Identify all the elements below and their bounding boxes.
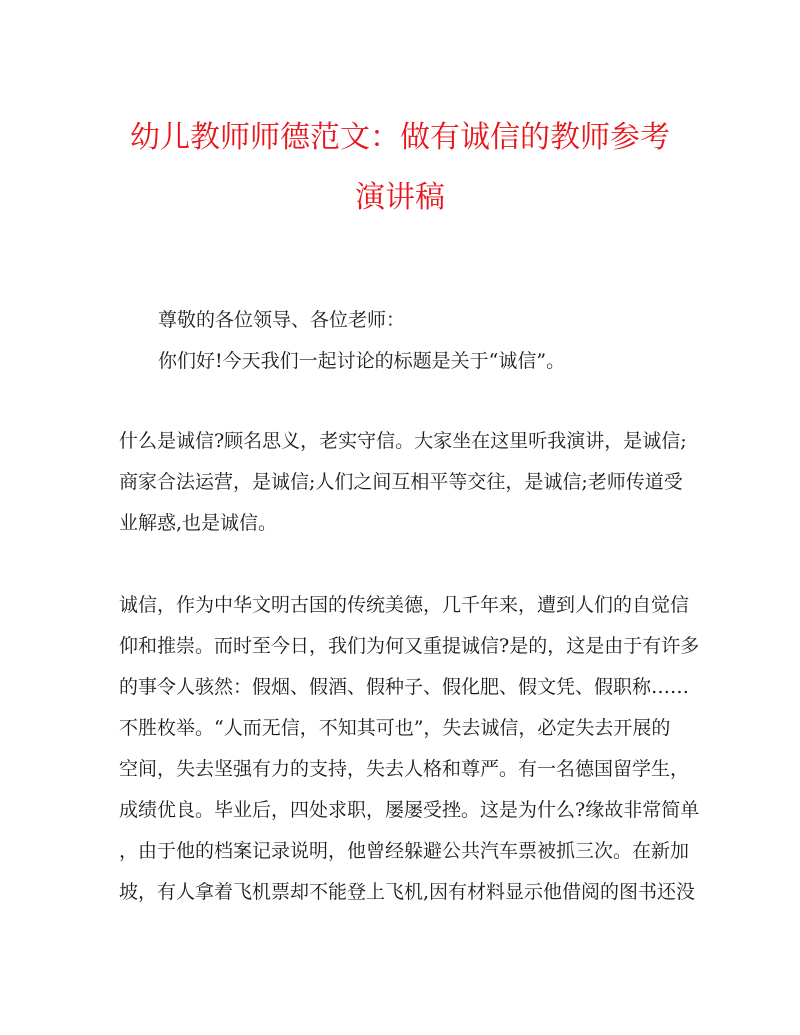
paragraph-1-line-2: 商家合法运营，是诚信;人们之间互相平等交往，是诚信;老师传道受: [119, 471, 683, 493]
paragraph-2-line-8: 坡，有人拿着飞机票却不能登上飞机,因有材料显示他借阅的图书还没: [119, 881, 696, 903]
paragraph-2-line-6: 成绩优良。毕业后，四处求职，屡屡受挫。这是为什么?缘故非常简单: [119, 799, 700, 821]
paragraph-2-line-4: 不胜枚举。“人而无信，不知其可也”，失去诚信，必定失去开展的: [119, 717, 671, 739]
paragraph-2-line-2: 仰和推崇。而时至今日，我们为何又重提诚信?是的，这是由于有许多: [119, 635, 700, 657]
greeting-line-1: 尊敬的各位领导、各位老师：: [158, 309, 406, 331]
paragraph-2-line-5: 空间，失去坚强有力的支持，失去人格和尊严。有一名德国留学生，: [119, 758, 690, 780]
paragraph-2-line-7: ，由于他的档案记录说明，他曾经躲避公共汽车票被抓三次。在新加: [119, 840, 690, 862]
paragraph-2-line-1: 诚信，作为中华文明古国的传统美德，几千年来，遭到人们的自觉信: [119, 594, 690, 616]
greeting-line-2: 你们好!今天我们一起讨论的标题是关于“诚信”。: [158, 350, 566, 372]
paragraph-2-line-3: 的事令人骇然：假烟、假酒、假种子、假化肥、假文凭、假职称……: [119, 676, 690, 698]
document-title-line-2: 演讲稿: [355, 180, 445, 215]
document-title-line-1: 幼儿教师师德范文：做有诚信的教师参考: [130, 120, 670, 155]
paragraph-1-line-3: 业解惑,也是诚信。: [119, 512, 278, 534]
paragraph-1-line-1: 什么是诚信?顾名思义，老实守信。大家坐在这里听我演讲，是诚信;: [119, 430, 687, 452]
